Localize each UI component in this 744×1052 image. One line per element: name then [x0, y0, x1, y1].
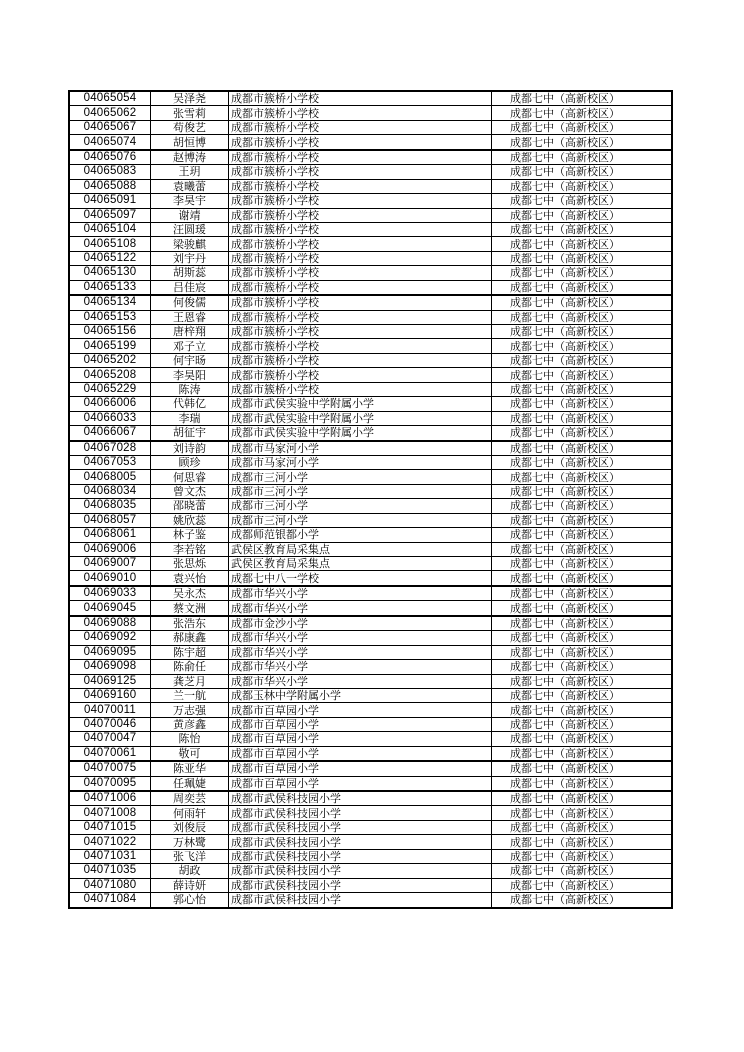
primary-school-cell: 成都市簇桥小学校	[229, 310, 492, 324]
table-row	[69, 528, 672, 542]
primary-school-cell: 成都市簇桥小学校	[229, 368, 492, 382]
admission-table	[68, 90, 673, 909]
student-name-cell: 袁兴怡	[151, 571, 229, 586]
table-row	[69, 222, 672, 236]
admitted-school-cell: 成都七中（高新校区）	[492, 339, 673, 353]
admission-table-body	[69, 91, 672, 908]
admitted-school-cell: 成都七中（高新校区）	[492, 761, 673, 776]
student-name-cell: 李昊宇	[151, 194, 229, 208]
table-row	[69, 499, 672, 513]
table-row	[69, 703, 672, 717]
student-id-cell: 04065134	[69, 295, 151, 310]
student-id-cell: 04065054	[69, 91, 151, 106]
student-id-cell: 04069007	[69, 557, 151, 571]
primary-school-cell: 成都市簇桥小学校	[229, 339, 492, 353]
student-id-cell: 04068034	[69, 484, 151, 498]
primary-school-cell: 成都市武侯实验中学附属小学	[229, 411, 492, 425]
student-id-cell: 04067053	[69, 455, 151, 469]
student-id-cell: 04065122	[69, 251, 151, 265]
admitted-school-cell: 成都七中（高新校区）	[492, 397, 673, 411]
admitted-school-cell: 成都七中（高新校区）	[492, 806, 673, 820]
admitted-school-cell: 成都七中（高新校区）	[492, 266, 673, 280]
primary-school-cell: 成都市簇桥小学校	[229, 150, 492, 165]
table-row	[69, 411, 672, 425]
admitted-school-cell: 成都七中（高新校区）	[492, 470, 673, 484]
student-name-cell: 苟俊艺	[151, 120, 229, 134]
student-id-cell: 04065156	[69, 325, 151, 339]
student-name-cell: 何俊儒	[151, 295, 229, 310]
student-id-cell: 04068057	[69, 513, 151, 527]
admitted-school-cell: 成都七中（高新校区）	[492, 120, 673, 134]
student-id-cell: 04065199	[69, 339, 151, 353]
student-id-cell: 04065208	[69, 368, 151, 382]
student-name-cell: 张飞洋	[151, 849, 229, 863]
primary-school-cell: 成都市簇桥小学校	[229, 280, 492, 295]
student-name-cell: 刘俊辰	[151, 820, 229, 834]
student-id-cell: 04070061	[69, 746, 151, 761]
admitted-school-cell: 成都七中（高新校区）	[492, 179, 673, 193]
admitted-school-cell: 成都七中（高新校区）	[492, 382, 673, 396]
admitted-school-cell: 成都七中（高新校区）	[492, 732, 673, 746]
student-name-cell: 郝康鑫	[151, 631, 229, 645]
primary-school-cell: 成都市武侯科技园小学	[229, 835, 492, 849]
student-name-cell: 唐梓翔	[151, 325, 229, 339]
table-row	[69, 571, 672, 586]
student-name-cell: 张浩东	[151, 616, 229, 631]
student-name-cell: 袁曦蕾	[151, 179, 229, 193]
table-row	[69, 542, 672, 556]
admitted-school-cell: 成都七中（高新校区）	[492, 849, 673, 863]
primary-school-cell: 成都市簇桥小学校	[229, 91, 492, 106]
primary-school-cell: 成都市百草园小学	[229, 703, 492, 717]
student-name-cell: 曾文杰	[151, 484, 229, 498]
table-row	[69, 557, 672, 571]
primary-school-cell: 武侯区教育局采集点	[229, 557, 492, 571]
student-name-cell: 陈涛	[151, 382, 229, 396]
admitted-school-cell: 成都七中（高新校区）	[492, 251, 673, 265]
student-name-cell: 敬可	[151, 746, 229, 761]
student-name-cell: 龚芝月	[151, 674, 229, 688]
student-id-cell: 04065229	[69, 382, 151, 396]
primary-school-cell: 成都市簇桥小学校	[229, 135, 492, 150]
admitted-school-cell: 成都七中（高新校区）	[492, 616, 673, 631]
student-id-cell: 04066033	[69, 411, 151, 425]
admitted-school-cell: 成都七中（高新校区）	[492, 674, 673, 688]
table-row	[69, 150, 672, 165]
table-row	[69, 295, 672, 310]
admitted-school-cell: 成都七中（高新校区）	[492, 237, 673, 251]
primary-school-cell: 成都市簇桥小学校	[229, 266, 492, 280]
student-id-cell: 04071084	[69, 893, 151, 908]
student-name-cell: 刘诗韵	[151, 441, 229, 456]
primary-school-cell: 成都市华兴小学	[229, 631, 492, 645]
primary-school-cell: 成都市华兴小学	[229, 586, 492, 601]
table-row	[69, 864, 672, 878]
student-id-cell: 04065076	[69, 150, 151, 165]
student-name-cell: 何宇旸	[151, 353, 229, 367]
table-row	[69, 484, 672, 498]
student-name-cell: 汪圆瑗	[151, 222, 229, 236]
student-id-cell: 04065153	[69, 310, 151, 324]
table-row	[69, 616, 672, 631]
student-id-cell: 04069095	[69, 645, 151, 659]
student-id-cell: 04071015	[69, 820, 151, 834]
primary-school-cell: 成都市簇桥小学校	[229, 106, 492, 120]
table-row	[69, 878, 672, 892]
table-row	[69, 251, 672, 265]
student-name-cell: 林子鉴	[151, 528, 229, 542]
primary-school-cell: 成都市百草园小学	[229, 746, 492, 761]
student-id-cell: 04071006	[69, 791, 151, 806]
admitted-school-cell: 成都七中（高新校区）	[492, 746, 673, 761]
student-name-cell: 王恩睿	[151, 310, 229, 324]
primary-school-cell: 成都市簇桥小学校	[229, 251, 492, 265]
student-id-cell: 04070047	[69, 732, 151, 746]
student-name-cell: 胡政	[151, 864, 229, 878]
primary-school-cell: 成都市簇桥小学校	[229, 325, 492, 339]
student-id-cell: 04066006	[69, 397, 151, 411]
admitted-school-cell: 成都七中（高新校区）	[492, 280, 673, 295]
table-row	[69, 266, 672, 280]
table-row	[69, 791, 672, 806]
primary-school-cell: 成都市簇桥小学校	[229, 295, 492, 310]
student-id-cell: 04065202	[69, 353, 151, 367]
student-id-cell: 04065067	[69, 120, 151, 134]
admitted-school-cell: 成都七中（高新校区）	[492, 208, 673, 222]
admitted-school-cell: 成都七中（高新校区）	[492, 820, 673, 834]
admitted-school-cell: 成都七中（高新校区）	[492, 864, 673, 878]
admitted-school-cell: 成都七中（高新校区）	[492, 455, 673, 469]
primary-school-cell: 成都市簇桥小学校	[229, 208, 492, 222]
student-name-cell: 王玥	[151, 165, 229, 179]
primary-school-cell: 成都市华兴小学	[229, 674, 492, 688]
table-row	[69, 513, 672, 527]
student-id-cell: 04065074	[69, 135, 151, 150]
table-row	[69, 441, 672, 456]
student-name-cell: 吴永杰	[151, 586, 229, 601]
student-id-cell: 04071008	[69, 806, 151, 820]
table-row	[69, 208, 672, 222]
student-name-cell: 万志强	[151, 703, 229, 717]
student-id-cell: 04065130	[69, 266, 151, 280]
table-row	[69, 91, 672, 106]
primary-school-cell: 成都市百草园小学	[229, 761, 492, 776]
admitted-school-cell: 成都七中（高新校区）	[492, 557, 673, 571]
primary-school-cell: 成都市武侯科技园小学	[229, 820, 492, 834]
student-name-cell: 胡征宇	[151, 426, 229, 441]
admitted-school-cell: 成都七中（高新校区）	[492, 688, 673, 702]
table-row	[69, 368, 672, 382]
student-name-cell: 郭心怡	[151, 893, 229, 908]
table-row	[69, 717, 672, 731]
student-id-cell: 04071035	[69, 864, 151, 878]
student-id-cell: 04069088	[69, 616, 151, 631]
table-row	[69, 631, 672, 645]
primary-school-cell: 成都市武侯实验中学附属小学	[229, 397, 492, 411]
admitted-school-cell: 成都七中（高新校区）	[492, 586, 673, 601]
student-id-cell: 04065097	[69, 208, 151, 222]
admitted-school-cell: 成都七中（高新校区）	[492, 310, 673, 324]
table-row	[69, 470, 672, 484]
student-id-cell: 04068005	[69, 470, 151, 484]
primary-school-cell: 成都市簇桥小学校	[229, 382, 492, 396]
student-id-cell: 04065062	[69, 106, 151, 120]
admitted-school-cell: 成都七中（高新校区）	[492, 703, 673, 717]
primary-school-cell: 成都玉林中学附属小学	[229, 688, 492, 702]
primary-school-cell: 成都师范银都小学	[229, 528, 492, 542]
primary-school-cell: 成都市武侯科技园小学	[229, 791, 492, 806]
table-row	[69, 237, 672, 251]
table-row	[69, 194, 672, 208]
admitted-school-cell: 成都七中（高新校区）	[492, 631, 673, 645]
student-id-cell: 04069092	[69, 631, 151, 645]
table-row	[69, 586, 672, 601]
primary-school-cell: 武侯区教育局采集点	[229, 542, 492, 556]
table-row	[69, 339, 672, 353]
student-name-cell: 刘宇丹	[151, 251, 229, 265]
admitted-school-cell: 成都七中（高新校区）	[492, 441, 673, 456]
student-name-cell: 吴泽尧	[151, 91, 229, 106]
student-name-cell: 何雨轩	[151, 806, 229, 820]
primary-school-cell: 成都市三河小学	[229, 499, 492, 513]
admitted-school-cell: 成都七中（高新校区）	[492, 426, 673, 441]
student-id-cell: 04065133	[69, 280, 151, 295]
table-row	[69, 835, 672, 849]
table-row	[69, 893, 672, 908]
primary-school-cell: 成都市马家河小学	[229, 441, 492, 456]
table-row	[69, 820, 672, 834]
student-id-cell: 04069010	[69, 571, 151, 586]
admitted-school-cell: 成都七中（高新校区）	[492, 645, 673, 659]
admitted-school-cell: 成都七中（高新校区）	[492, 353, 673, 367]
admitted-school-cell: 成都七中（高新校区）	[492, 513, 673, 527]
table-row	[69, 688, 672, 702]
table-row	[69, 325, 672, 339]
table-row	[69, 660, 672, 674]
student-id-cell: 04071080	[69, 878, 151, 892]
admitted-school-cell: 成都七中（高新校区）	[492, 528, 673, 542]
admitted-school-cell: 成都七中（高新校区）	[492, 411, 673, 425]
student-name-cell: 张思烁	[151, 557, 229, 571]
student-name-cell: 薛诗妍	[151, 878, 229, 892]
table-row	[69, 382, 672, 396]
table-row	[69, 776, 672, 791]
admitted-school-cell: 成都七中（高新校区）	[492, 878, 673, 892]
student-name-cell: 兰一航	[151, 688, 229, 702]
student-id-cell: 04069125	[69, 674, 151, 688]
primary-school-cell: 成都市武侯科技园小学	[229, 864, 492, 878]
admitted-school-cell: 成都七中（高新校区）	[492, 893, 673, 908]
student-name-cell: 万林鹭	[151, 835, 229, 849]
student-id-cell: 04065088	[69, 179, 151, 193]
table-row	[69, 397, 672, 411]
primary-school-cell: 成都市簇桥小学校	[229, 353, 492, 367]
primary-school-cell: 成都市武侯科技园小学	[229, 806, 492, 820]
primary-school-cell: 成都市簇桥小学校	[229, 237, 492, 251]
student-id-cell: 04067028	[69, 441, 151, 456]
admitted-school-cell: 成都七中（高新校区）	[492, 165, 673, 179]
student-id-cell: 04068061	[69, 528, 151, 542]
student-id-cell: 04069033	[69, 586, 151, 601]
admitted-school-cell: 成都七中（高新校区）	[492, 484, 673, 498]
student-id-cell: 04069098	[69, 660, 151, 674]
student-id-cell: 04066067	[69, 426, 151, 441]
admitted-school-cell: 成都七中（高新校区）	[492, 791, 673, 806]
student-name-cell: 黄彦鑫	[151, 717, 229, 731]
primary-school-cell: 成都七中八一学校	[229, 571, 492, 586]
admitted-school-cell: 成都七中（高新校区）	[492, 542, 673, 556]
admitted-school-cell: 成都七中（高新校区）	[492, 150, 673, 165]
student-name-cell: 顾珍	[151, 455, 229, 469]
student-name-cell: 何思睿	[151, 470, 229, 484]
student-name-cell: 吕佳宸	[151, 280, 229, 295]
student-name-cell: 邓子立	[151, 339, 229, 353]
primary-school-cell: 成都市簇桥小学校	[229, 120, 492, 134]
student-name-cell: 张雪莉	[151, 106, 229, 120]
student-name-cell: 谢靖	[151, 208, 229, 222]
primary-school-cell: 成都市三河小学	[229, 484, 492, 498]
primary-school-cell: 成都市马家河小学	[229, 455, 492, 469]
admitted-school-cell: 成都七中（高新校区）	[492, 835, 673, 849]
table-row	[69, 601, 672, 616]
primary-school-cell: 成都市簇桥小学校	[229, 165, 492, 179]
admitted-school-cell: 成都七中（高新校区）	[492, 135, 673, 150]
primary-school-cell: 成都市武侯实验中学附属小学	[229, 426, 492, 441]
student-name-cell: 陈俞任	[151, 660, 229, 674]
primary-school-cell: 成都市簇桥小学校	[229, 194, 492, 208]
student-id-cell: 04071031	[69, 849, 151, 863]
student-id-cell: 04065091	[69, 194, 151, 208]
primary-school-cell: 成都市华兴小学	[229, 660, 492, 674]
student-name-cell: 胡恒博	[151, 135, 229, 150]
student-name-cell: 蔡文洲	[151, 601, 229, 616]
student-name-cell: 陈宇超	[151, 645, 229, 659]
table-row	[69, 732, 672, 746]
student-id-cell: 04069006	[69, 542, 151, 556]
student-id-cell: 04070011	[69, 703, 151, 717]
primary-school-cell: 成都市百草园小学	[229, 776, 492, 791]
admitted-school-cell: 成都七中（高新校区）	[492, 660, 673, 674]
table-row	[69, 426, 672, 441]
table-row	[69, 761, 672, 776]
student-id-cell: 04069045	[69, 601, 151, 616]
primary-school-cell: 成都市金沙小学	[229, 616, 492, 631]
table-row	[69, 674, 672, 688]
admitted-school-cell: 成都七中（高新校区）	[492, 571, 673, 586]
primary-school-cell: 成都市华兴小学	[229, 645, 492, 659]
student-name-cell: 李昊阳	[151, 368, 229, 382]
student-name-cell: 赵博涛	[151, 150, 229, 165]
student-name-cell: 陈亚华	[151, 761, 229, 776]
table-row	[69, 179, 672, 193]
admitted-school-cell: 成都七中（高新校区）	[492, 499, 673, 513]
table-row	[69, 106, 672, 120]
primary-school-cell: 成都市簇桥小学校	[229, 222, 492, 236]
admitted-school-cell: 成都七中（高新校区）	[492, 91, 673, 106]
primary-school-cell: 成都市武侯科技园小学	[229, 849, 492, 863]
table-row	[69, 353, 672, 367]
admitted-school-cell: 成都七中（高新校区）	[492, 222, 673, 236]
student-name-cell: 陈怡	[151, 732, 229, 746]
student-id-cell: 04070095	[69, 776, 151, 791]
admitted-school-cell: 成都七中（高新校区）	[492, 194, 673, 208]
student-name-cell: 梁骏麒	[151, 237, 229, 251]
student-id-cell: 04065104	[69, 222, 151, 236]
student-name-cell: 任珮婕	[151, 776, 229, 791]
admitted-school-cell: 成都七中（高新校区）	[492, 717, 673, 731]
primary-school-cell: 成都市三河小学	[229, 513, 492, 527]
student-id-cell: 04071022	[69, 835, 151, 849]
table-row	[69, 310, 672, 324]
student-name-cell: 李瑞	[151, 411, 229, 425]
table-row	[69, 135, 672, 150]
table-row	[69, 849, 672, 863]
student-name-cell: 周奕芸	[151, 791, 229, 806]
admitted-school-cell: 成都七中（高新校区）	[492, 106, 673, 120]
primary-school-cell: 成都市三河小学	[229, 470, 492, 484]
table-row	[69, 165, 672, 179]
admitted-school-cell: 成都七中（高新校区）	[492, 295, 673, 310]
primary-school-cell: 成都市簇桥小学校	[229, 179, 492, 193]
table-row	[69, 645, 672, 659]
table-row	[69, 806, 672, 820]
student-id-cell: 04069160	[69, 688, 151, 702]
student-name-cell: 代韩亿	[151, 397, 229, 411]
table-row	[69, 120, 672, 134]
table-row	[69, 746, 672, 761]
primary-school-cell: 成都市武侯科技园小学	[229, 878, 492, 892]
student-name-cell: 李若铭	[151, 542, 229, 556]
student-name-cell: 胡斯蕊	[151, 266, 229, 280]
table-row	[69, 280, 672, 295]
student-id-cell: 04068035	[69, 499, 151, 513]
primary-school-cell: 成都市百草园小学	[229, 717, 492, 731]
student-name-cell: 姚欣蕊	[151, 513, 229, 527]
table-row	[69, 455, 672, 469]
admitted-school-cell: 成都七中（高新校区）	[492, 601, 673, 616]
student-id-cell: 04070075	[69, 761, 151, 776]
admitted-school-cell: 成都七中（高新校区）	[492, 325, 673, 339]
primary-school-cell: 成都市百草园小学	[229, 732, 492, 746]
student-name-cell: 邵晓蕾	[151, 499, 229, 513]
student-id-cell: 04065108	[69, 237, 151, 251]
admitted-school-cell: 成都七中（高新校区）	[492, 368, 673, 382]
admitted-school-cell: 成都七中（高新校区）	[492, 776, 673, 791]
student-id-cell: 04070046	[69, 717, 151, 731]
primary-school-cell: 成都市武侯科技园小学	[229, 893, 492, 908]
student-id-cell: 04065083	[69, 165, 151, 179]
primary-school-cell: 成都市华兴小学	[229, 601, 492, 616]
